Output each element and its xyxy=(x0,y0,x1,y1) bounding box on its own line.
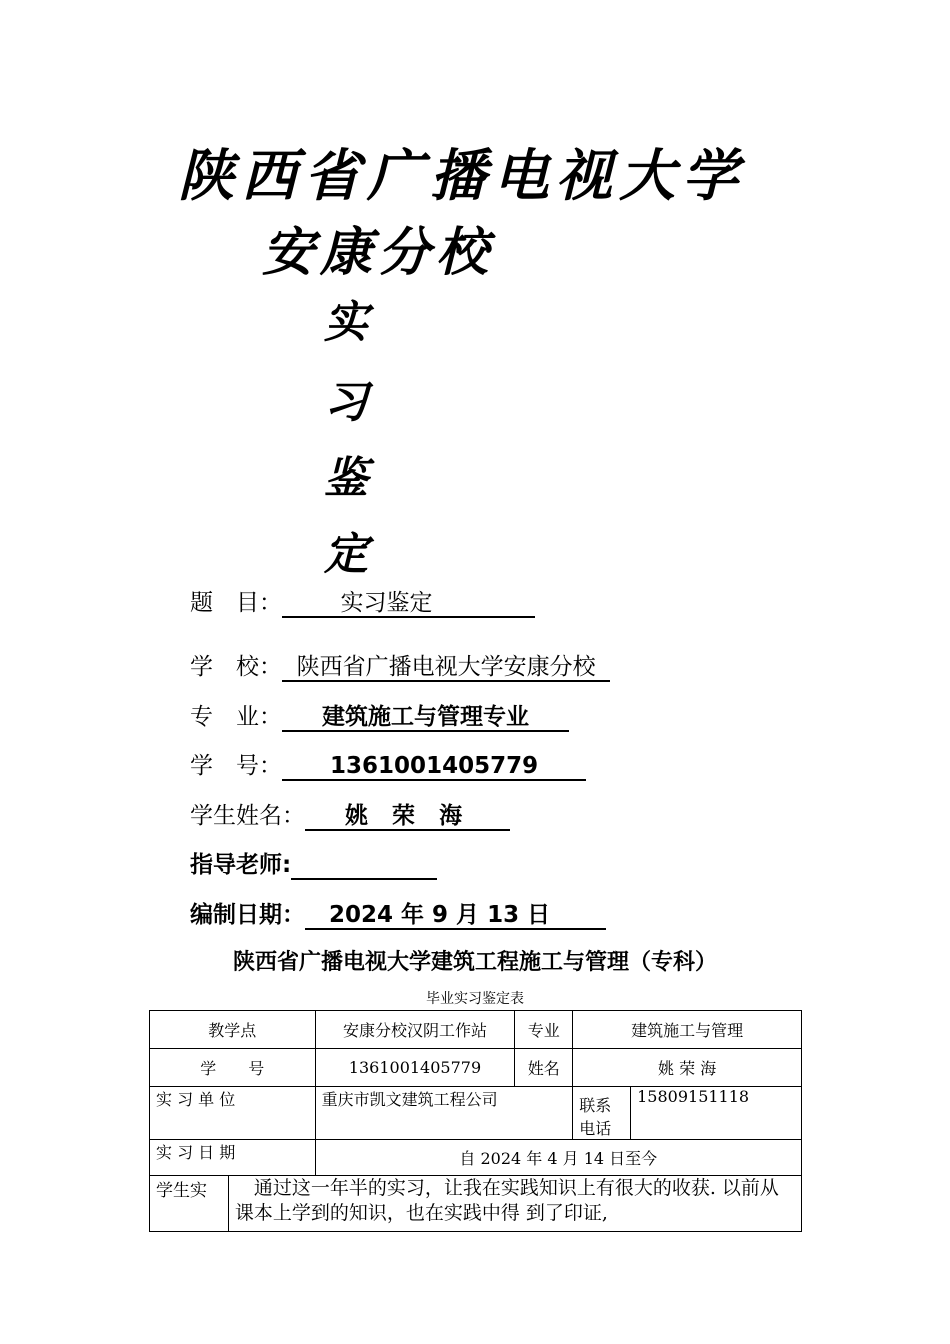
field-student-name xyxy=(190,797,510,831)
field-advisor xyxy=(190,846,437,880)
field-school-value: 陕西省广播电视大学安康分校 xyxy=(282,654,611,680)
table-row xyxy=(150,1140,802,1176)
evaluation-table xyxy=(149,1010,802,1232)
field-student-id-value: 1361001405779 xyxy=(282,753,587,779)
intro-label-cell: 学生实 xyxy=(150,1176,229,1232)
school-value-cell: 安康分校汉阴工作站 xyxy=(315,1011,515,1049)
field-school xyxy=(190,648,610,682)
cover-title-line1: 陕西省广播电视大学 xyxy=(178,144,745,209)
field-topic-label: 题 目： xyxy=(190,590,282,616)
unit-label-cell: 实 习 单 位 xyxy=(150,1087,316,1140)
field-student-name-value: 姚 荣 海 xyxy=(305,803,511,829)
major-value-cell: 建筑施工与管理 xyxy=(573,1011,802,1049)
vertical-title-char-4: 定 xyxy=(324,529,368,580)
sheet-subtitle: 毕业实习鉴定表 xyxy=(426,991,524,1007)
id-label-cell: 学 号 xyxy=(150,1049,316,1087)
name-value-cell: 姚 荣 海 xyxy=(573,1049,802,1087)
field-advisor-label: 指导老师: xyxy=(190,852,292,878)
sheet-title: 陕西省广播电视大学建筑工程施工与管理（专科） xyxy=(232,950,717,975)
phone-label-cell: 联系电话 xyxy=(573,1087,631,1140)
vertical-title-char-3: 鉴 xyxy=(324,453,368,504)
table-row xyxy=(150,1087,802,1140)
intro-text-cell: 通过这一年半的实习，让我在实践知识上有很大的收获. 以前从课本上学到的知识，也在实践中得 到了印证, xyxy=(228,1176,801,1232)
field-date xyxy=(190,896,606,930)
id-value-cell: 1361001405779 xyxy=(315,1049,515,1087)
vertical-title-char-2: 习 xyxy=(324,377,368,428)
field-student-id-label: 学 号： xyxy=(190,753,282,779)
date-label-cell: 实 习 日 期 xyxy=(150,1140,316,1176)
field-major-value: 建筑施工与管理专业 xyxy=(282,704,570,730)
major-label-cell: 专业 xyxy=(515,1011,573,1049)
cover-title-line2: 安康分校 xyxy=(262,223,495,283)
field-topic-value: 实习鉴定 xyxy=(282,590,535,616)
field-student-name-label: 学生姓名： xyxy=(190,803,305,829)
table-row xyxy=(150,1176,802,1232)
field-date-label: 编制日期： xyxy=(190,902,305,928)
vertical-title-char-1: 实 xyxy=(324,297,368,348)
table-row xyxy=(150,1011,802,1049)
field-school-label: 学 校： xyxy=(190,654,282,680)
field-topic xyxy=(190,584,535,618)
field-major xyxy=(190,698,569,732)
school-label-cell: 教学点 xyxy=(150,1011,316,1049)
date-value-cell: 自 2024 年 4 月 14 日至今 xyxy=(315,1140,801,1176)
unit-value-cell: 重庆市凯文建筑工程公司 xyxy=(315,1087,573,1140)
field-major-label: 专 业： xyxy=(190,704,282,730)
name-label-cell: 姓名 xyxy=(515,1049,573,1087)
field-advisor-value xyxy=(291,852,437,880)
table-row xyxy=(150,1049,802,1087)
field-student-id xyxy=(190,747,586,781)
field-date-value: 2024 年 9 月 13 日 xyxy=(305,902,607,928)
phone-value-cell: 15809151118 xyxy=(631,1087,802,1140)
